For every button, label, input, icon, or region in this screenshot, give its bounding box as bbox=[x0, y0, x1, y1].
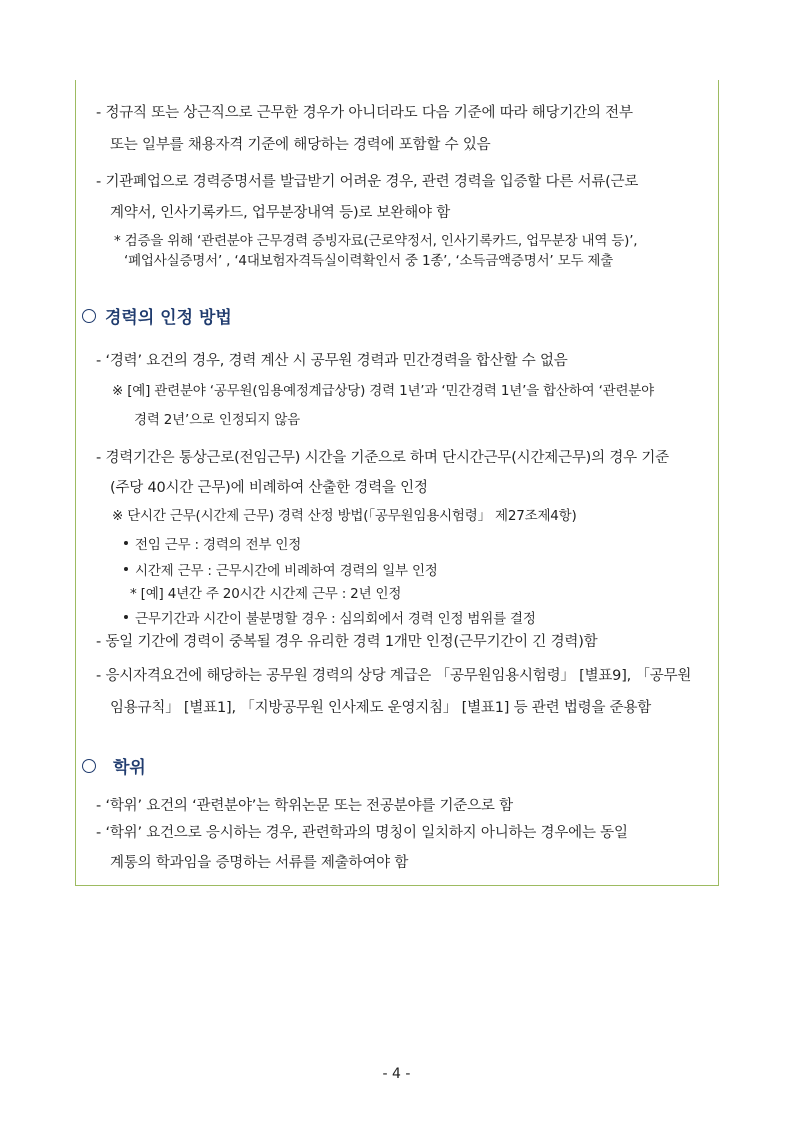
section-heading-career bbox=[82, 306, 232, 330]
text-line: 계약서, 인사기록카드, 업무분장내역 등)로 보완해야 함 bbox=[110, 205, 451, 221]
list-item-text: 전임 근무 : 경력의 전부 인정 bbox=[135, 537, 302, 553]
text-line: 임용규칙」 [별표1], 「지방공무원 인사제도 운영지침」 [별표1] 등 관련 법령을 준용함 bbox=[110, 700, 652, 716]
note-line: ‘폐업사실증명서’ , ‘4대보험자격득실이력확인서 중 1종’, ‘소득금액증명서’ 모두 제출 bbox=[124, 253, 614, 269]
text-line: - ‘경력’ 요건의 경우, 경력 계산 시 공무원 경력과 민간경력을 합산할 수 없음 bbox=[96, 353, 568, 369]
note-line: * 검증을 위해 ‘관련분야 근무경력 증빙자료(근로약정서, 인사기록카드, 업무분장 내역 등)’, bbox=[114, 233, 638, 249]
dot-bullet-icon bbox=[124, 567, 128, 571]
text-line: - 정규직 또는 상근직으로 근무한 경우가 아니더라도 다음 기준에 따라 해당기간의 전부 bbox=[96, 105, 633, 121]
list-item bbox=[124, 561, 438, 581]
list-item bbox=[124, 609, 536, 629]
text-line: (주당 40시간 근무)에 비례하여 산출한 경력을 인정 bbox=[110, 480, 428, 496]
text-line: 계통의 학과임을 증명하는 서류를 제출하여야 함 bbox=[110, 855, 409, 871]
note-line: ※ 단시간 근무(시간제 근무) 경력 산정 방법(「공무원임용시험령」 제27조제4항) bbox=[112, 508, 577, 524]
note-line: 경력 2년’으로 인정되지 않음 bbox=[134, 412, 301, 428]
dot-bullet-icon bbox=[124, 541, 128, 545]
list-item bbox=[124, 535, 301, 555]
text-line: - 응시자격요건에 해당하는 공무원 경력의 상당 계급은 「공무원임용시험령」 [별표9], 「공무원 bbox=[96, 668, 692, 684]
note-line: ※ [예] 관련분야 ‘공무원(임용예정계급상당) 경력 1년’과 ‘민간경력 1년’을 합산하여 ‘관련분야 bbox=[112, 383, 655, 399]
text-line: - 기관폐업으로 경력증명서를 발급받기 어려운 경우, 관련 경력을 입증할 다른 서류(근로 bbox=[96, 174, 639, 190]
note-line: * [예] 4년간 주 20시간 시간제 근무 : 2년 인정 bbox=[130, 586, 402, 602]
section-heading-degree bbox=[82, 756, 146, 780]
text-line: - 동일 기간에 경력이 중복될 경우 유리한 경력 1개만 인정(근무기간이 긴 경력)함 bbox=[96, 634, 598, 650]
text-line: - ‘학위’ 요건으로 응시하는 경우, 관련학과의 명칭이 일치하지 아니하는 경우에는 동일 bbox=[96, 825, 628, 841]
list-item-text: 근무기간과 시간이 불분명할 경우 : 심의회에서 경력 인정 범위를 결정 bbox=[135, 611, 536, 627]
heading-text: 경력의 인정 방법 bbox=[105, 308, 232, 328]
page-number: - 4 - bbox=[382, 1066, 411, 1082]
circle-bullet-icon bbox=[82, 759, 96, 773]
text-line: - 경력기간은 통상근로(전임근무) 시간을 기준으로 하며 단시간근무(시간제근무)의 경우 기준 bbox=[96, 450, 669, 466]
circle-bullet-icon bbox=[82, 309, 96, 323]
list-item-text: 시간제 근무 : 근무시간에 비례하여 경력의 일부 인정 bbox=[135, 563, 438, 579]
text-line: - ‘학위’ 요건의 ‘관련분야’는 학위논문 또는 전공분야를 기준으로 함 bbox=[96, 798, 513, 814]
dot-bullet-icon bbox=[124, 615, 128, 619]
text-line: 또는 일부를 채용자격 기준에 해당하는 경력에 포함할 수 있음 bbox=[110, 137, 491, 153]
heading-text: 학위 bbox=[113, 758, 146, 778]
